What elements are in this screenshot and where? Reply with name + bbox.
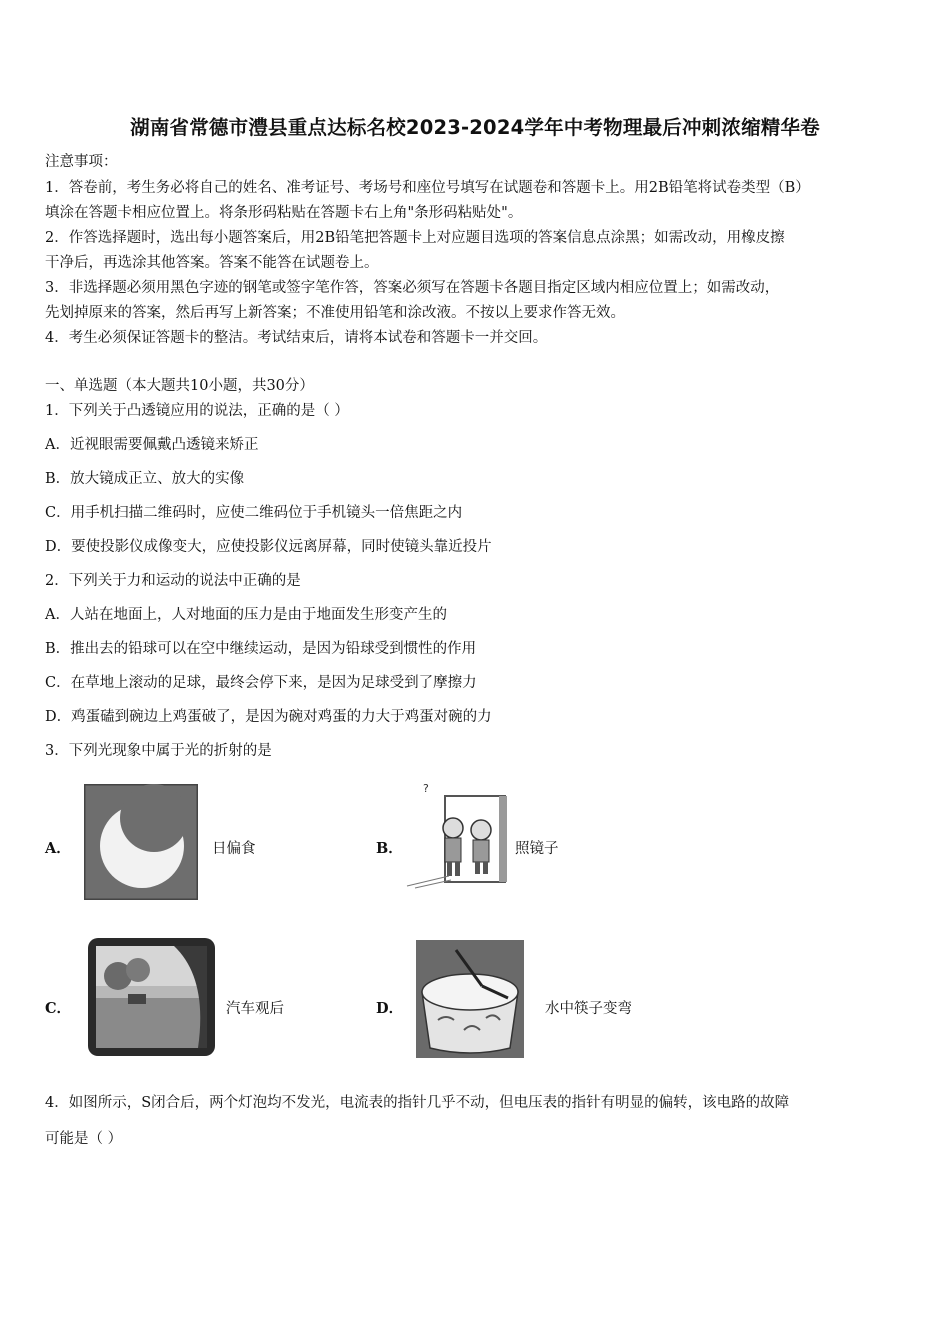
page-title: 湖南省常德市澧县重点达标名校2023-2024学年中考物理最后冲刺浓缩精华卷 (130, 116, 820, 139)
question-3-stem: 3．下列光现象中属于光的折射的是 (45, 743, 272, 759)
chopstick-in-bowl-photo (416, 940, 524, 1058)
question-1-option-a: A．近视眼需要佩戴凸透镜来矫正 (45, 437, 259, 453)
question-2-option-c: C．在草地上滚动的足球，最终会停下来，是因为足球受到了摩擦力 (45, 675, 477, 691)
notice-line: 4．考生必须保证答题卡的整洁。考试结束后，请将本试卷和答题卡一并交回。 (45, 330, 548, 346)
mirror-boy-drawing (405, 780, 511, 892)
question-2-option-b: B．推出去的铅球可以在空中继续运动，是因为铅球受到惯性的作用 (45, 641, 477, 657)
section-heading: 一、单选题（本大题共10小题，共30分） (45, 378, 314, 394)
notice-line: 干净后，再选涂其他答案。答案不能答在试题卷上。 (45, 255, 379, 271)
question-3-option-a-label: A． (45, 840, 71, 857)
notice-heading: 注意事项： (45, 154, 118, 170)
notice-line: 填涂在答题卡相应位置上。将条形码粘贴在答题卡右上角"条形码粘贴处"。 (45, 205, 523, 221)
notice-line: 先划掉原来的答案，然后再写上新答案；不准使用铅笔和涂改液。不按以上要求作答无效。 (45, 305, 625, 321)
question-2-option-d: D．鸡蛋磕到碗边上鸡蛋破了，是因为碗对鸡蛋的力大于鸡蛋对碗的力 (45, 709, 492, 725)
solar-eclipse-photo (84, 784, 198, 900)
question-1-stem: 1．下列关于凸透镜应用的说法，正确的是（ ） (45, 403, 349, 419)
question-3-option-d-label: D． (376, 1000, 404, 1017)
question-3-option-b-text: 照镜子 (515, 841, 559, 857)
question-4-stem-continued: 可能是（ ） (45, 1131, 123, 1147)
notice-line: 3．非选择题必须用黑色字迹的钢笔或签字笔作答，答案必须写在答题卡各题目指定区域内相应位置上；如需改动， (45, 280, 780, 296)
notice-line: 1．答卷前，考生务必将自己的姓名、准考证号、考场号和座位号填写在试题卷和答题卡上。用2B铅笔将试卷类型（B） (45, 180, 810, 196)
question-2-stem: 2．下列关于力和运动的说法中正确的是 (45, 573, 301, 589)
question-2-option-a: A．人站在地面上，人对地面的压力是由于地面发生形变产生的 (45, 607, 447, 623)
question-1-option-c: C．用手机扫描二维码时，应使二维码位于手机镜头一倍焦距之内 (45, 505, 463, 521)
question-3-option-d-text: 水中筷子变弯 (545, 1001, 632, 1017)
question-1-option-d: D．要使投影仪成像变大，应使投影仪远离屏幕，同时使镜头靠近投片 (45, 539, 492, 555)
car-rearview-mirror-photo (88, 938, 215, 1056)
svg-text:?: ? (423, 782, 429, 795)
question-3-option-a-text: 日偏食 (212, 841, 256, 857)
question-3-option-c-text: 汽车观后 (226, 1001, 284, 1017)
question-3-option-b-label: B． (376, 840, 403, 857)
notice-line: 2．作答选择题时，选出每小题答案后，用2B铅笔把答题卡上对应题目选项的答案信息点涂黑；如需改动，用橡皮擦 (45, 230, 785, 246)
question-4-stem: 4．如图所示，S闭合后，两个灯泡均不发光，电流表的指针几乎不动，但电压表的指针有明显的偏转，该电路的故障 (45, 1095, 790, 1111)
question-3-option-c-label: C． (45, 1000, 72, 1017)
question-1-option-b: B．放大镜成正立、放大的实像 (45, 471, 245, 487)
